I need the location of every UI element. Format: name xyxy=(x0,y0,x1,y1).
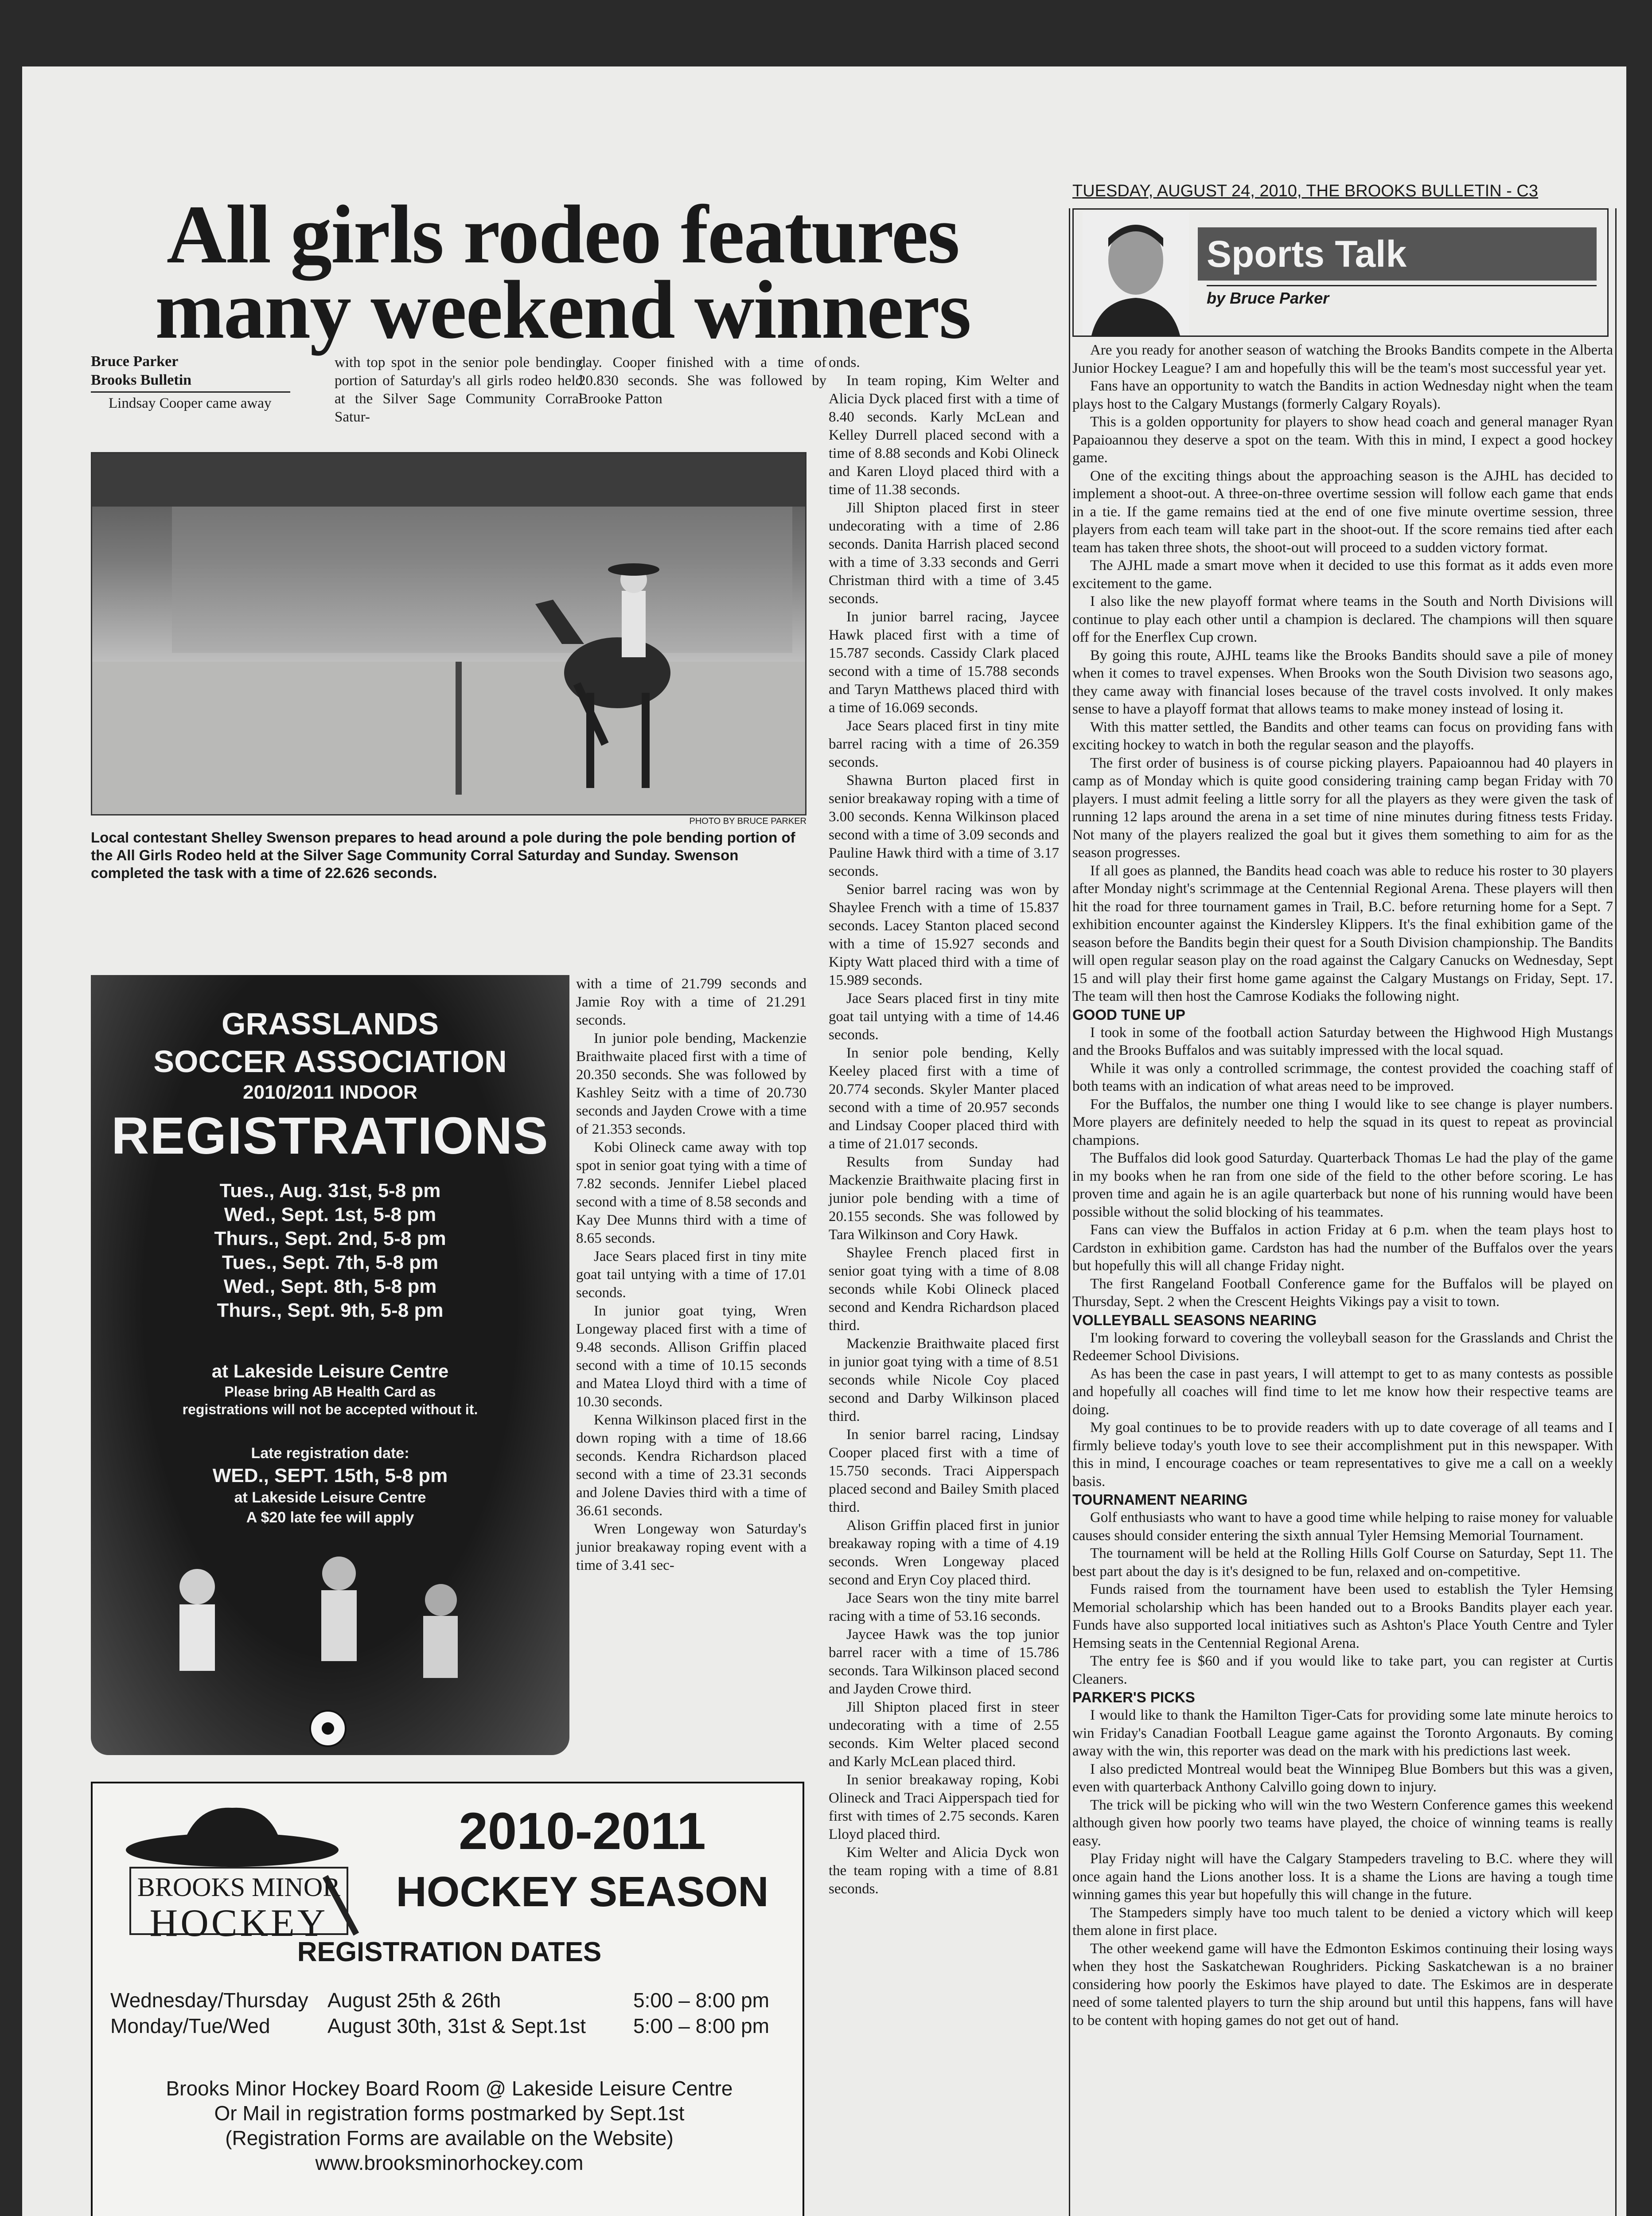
story-b-top: onds. xyxy=(829,355,860,371)
column-p4: One of the exciting things about the approaching season is the AJHL has decided to implement a shoot-out. A three-on-three overtime session will follow each game that ends in a tie. If the game remains tied at the end of one five minute overtime session, three players from each team will take part in the shoot-out. If the score remains tied after each team has taken three shots, the shoot-out will proceed to a sudden victory format. xyxy=(1072,468,1613,556)
soccer-note-1: Please bring AB Health Card as xyxy=(224,1384,436,1400)
story-a-p4: Jace Sears placed first in tiny mite goat tail untying with a time of 17.01 seconds. xyxy=(576,1248,807,1301)
rodeo-photo xyxy=(91,452,807,815)
story-column-b xyxy=(829,354,1059,1898)
s1-p2: While it was only a controlled scrimmage, the contest provided the coaching staff of both teams with an indication of what areas need to be improved. xyxy=(1072,1060,1613,1094)
column-p7: By going this route, AJHL teams like the Brooks Bandits should save a pile of money when it comes to travel expenses. When Brooks won the South Division two seasons ago, they came away with financial loses because of the travel costs involved. It only makes sense to have a playoff format that allows teams to make money instead of losing it. xyxy=(1072,647,1613,717)
story-b-p7: Jace Sears placed first in tiny mite goat tail untying with a time of 14.46 seconds. xyxy=(829,991,1059,1043)
hockey-date-row-1 xyxy=(110,1987,802,2013)
s4-p5: The Stampeders simply have too much talent to be denied a victory which will keep them alone in first place. xyxy=(1072,1904,1613,1939)
section-heading-good-tune-up: GOOD TUNE UP xyxy=(1072,1006,1185,1023)
sports-talk-byline: by Bruce Parker xyxy=(1207,285,1597,308)
hockey-loc-3: (Registration Forms are available on the Website) xyxy=(225,2126,674,2150)
column-frame-right xyxy=(1615,208,1617,2216)
soccer-dates xyxy=(91,1179,569,1323)
hockey-date-rows xyxy=(110,1987,802,2039)
story-b-p16: Jill Shipton placed first in steer undecorating with a time of 2.55 seconds. Kim Welter placed second and Karly McLean placed third. xyxy=(829,1699,1059,1770)
hockey-row2-days: Monday/Tue/Wed xyxy=(110,2014,270,2037)
column-p1: Are you ready for another season of watching the Brooks Bandits compete in the Alberta Junior Hockey League? I am and hopefully this will be the team's most successful year yet. xyxy=(1072,342,1613,376)
story-b-p13: Alison Griffin placed first in junior breakaway roping with a time of 4.19 seconds. Wren Longeway placed second and Eryn Coy placed third. xyxy=(829,1518,1059,1588)
story-column-a xyxy=(576,975,807,1575)
sports-talk-body xyxy=(1072,341,1613,2029)
column-p10: If all goes as planned, the Bandits head coach was able to reduce his roster to 30 players after Monday night's scrimmage at the Centennial Regional Arena. These players will then hit the road for three tournament games in Trail, B.C. before returning home for a Sept. 7 exhibition encounter against the Kindersley Klippers. It's the final exhibition game of the season before the Bandits begin their quest for a South Division championship. The Bandits will open regular season play on the road against the Calgary Canucks on Wednesday, Sept 15 and will play their first home game against the Calgary Mustangs on Friday, Sept. 17. The team will then host the Camrose Kodiaks the following night. xyxy=(1072,862,1613,1004)
s1-p3: For the Buffalos, the number one thing I would like to see change is player numbers. More players are definitely needed to help the squad in its quest to repeat as provincial champions. xyxy=(1072,1096,1613,1148)
column-p2: Fans have an opportunity to watch the Bandits in action Wednesday night when the team plays host to the Calgary Mustangs (formerly Calgary Royals). xyxy=(1072,378,1613,412)
soccer-late-date: WED., SEPT. 15th, 5-8 pm xyxy=(212,1465,448,1486)
column-p3: This is a golden opportunity for players to show head coach and general manager Ryan Papaioannou they deserve a spot on the team. With this in mind, I expect a good hockey game. xyxy=(1072,414,1613,466)
hockey-registration-ad xyxy=(91,1782,804,2216)
s4-p6: The other weekend game will have the Edmonton Eskimos continuing their losing ways when they host the Saskatchewan Roughriders. Picking Saskatchewan is a no brainer considering how poorly the Eskimos have played to date. The Eskimos are in desperate need of some talented players to turn the ship around but until this happens, fans will have to be content with hoping games do not get out of hand. xyxy=(1072,1940,1613,2029)
story-b-p9: Results from Sunday had Mackenzie Braithwaite placing first in junior pole bending with a time of 20.155 seconds. She was followed by Tara Wilkinson and Cory Hawk. xyxy=(829,1154,1059,1243)
soccer-late-label: Late registration date: xyxy=(251,1445,409,1462)
hockey-season-label: HOCKEY SEASON xyxy=(396,1868,769,1916)
byline-paper: Brooks Bulletin xyxy=(91,372,192,388)
s4-p2: I also predicted Montreal would beat the Winnipeg Blue Bombers but this was a given, even with quarterback Anthony Calvillo going down to injury. xyxy=(1072,1761,1613,1795)
story-b-p17: In senior breakaway roping, Kobi Olineck and Traci Aipperspach tied for first with times of 2.75 seconds. Karen Lloyd placed third. xyxy=(829,1772,1059,1842)
soccer-date-2: Wed., Sept. 1st, 5-8 pm xyxy=(224,1204,436,1225)
hockey-row1-days: Wednesday/Thursday xyxy=(110,1989,308,2012)
story-b-p3: In junior barrel racing, Jaycee Hawk placed first with a time of 15.787 seconds. Cassidy Clark placed second with a time of 15.788 seconds and Taryn Matthews placed third with a time of 16.069 seconds. xyxy=(829,609,1059,716)
s4-p1: I would like to thank the Hamilton Tiger-Cats for providing some late minute heroics to win Friday's Canadian Football League game against the Toronto Argonauts. By coming away with the win, this reporter was dead on the mark with his predictions last week. xyxy=(1072,1707,1613,1759)
story-b-p4: Jace Sears placed first in tiny mite barrel racing with a time of 26.359 seconds. xyxy=(829,718,1059,770)
horse-and-rider-icon xyxy=(92,453,806,815)
soccer-note-2: registrations will not be accepted without it. xyxy=(182,1401,478,1417)
story-col2-top: with top spot in the senior pole bending portion of Saturday's all girls rodeo held at the Silver Sage Community Corral Satur- xyxy=(335,355,583,425)
sports-talk-title: Sports Talk xyxy=(1198,227,1597,281)
column-p6: I also like the new playoff format where teams in the South and North Divisions will continue to play each other until a champion is declared. The champions will then square off for the Enerflex Cup crown. xyxy=(1072,593,1613,645)
story-b-p6: Senior barrel racing was won by Shaylee French with a time of 15.837 seconds. Lacey Stanton placed second with a time of 15.927 seconds and Kipty Watt placed third with a time of 15.989 seconds. xyxy=(829,882,1059,988)
hockey-row2-time: 5:00 – 8:00 pm xyxy=(633,2014,769,2037)
story-b-p15: Jaycee Hawk was the top junior barrel racer with a time of 15.786 seconds. Tara Wilkinson placed second and Jayden Crowe third. xyxy=(829,1627,1059,1697)
hockey-logo-top: BROOKS MINOR xyxy=(137,1873,341,1902)
photo-caption: Local contestant Shelley Swenson prepares to head around a pole during the pole bending portion of the All Girls Rodeo held at the Silver Sage Community Corral Saturday and Sunday. Swenson completed the task with a time of 22.626 seconds. xyxy=(91,829,795,881)
soccer-date-5: Wed., Sept. 8th, 5-8 pm xyxy=(223,1276,437,1297)
s3-p4: The entry fee is $60 and if you would like to take part, you can register at Curtis Cleaners. xyxy=(1072,1653,1613,1687)
soccer-venue: at Lakeside Leisure Centre xyxy=(211,1361,449,1381)
story-lead: Lindsay Cooper came away xyxy=(109,395,272,411)
column-p9: The first order of business is of course picking players. Papaioannou had 40 players in camp as of Monday which is quite good considering training camp began Friday with 70 players. I must admit feeling a little sorry for all the players as they were given the task of running 12 laps around the arena in a set time of nine minutes during fitness tests Friday. Not many of the players realized the goal but it gives them something to aim for as the season progresses. xyxy=(1072,755,1613,861)
s2-p3: My goal continues to be to provide readers with up to date coverage of all teams and I firmly believe today's youth love to see their accomplishment put in this newspaper. With this in mind, I encourage coaches or team representatives to give me a call on a weekly basis. xyxy=(1072,1420,1613,1490)
section-heading-parkers-picks: PARKER'S PICKS xyxy=(1072,1689,1195,1705)
hockey-date-row-2 xyxy=(110,2013,802,2039)
byline-name: Bruce Parker xyxy=(91,353,179,370)
hockey-logo-bottom: HOCKEY xyxy=(149,1902,328,1945)
hockey-website-link[interactable]: www.brooksminorhockey.com xyxy=(315,2151,584,2174)
s3-p3: Funds raised from the tournament have been used to establish the Tyler Hemsing Memorial scholarship which has been handed out to a Brooks Bandits player each year. Funds have also supported local initiatives such as Ashton's Place Youth Centre and Tyler Hemsing seats in the Centennial Regional Arena. xyxy=(1072,1581,1613,1651)
column-p8: With this matter settled, the Bandits and other teams can focus on providing fans with exciting hockey to watch in both the regular season and the playoffs. xyxy=(1072,719,1613,753)
s4-p4: Play Friday night will have the Calgary Stampeders traveling to B.C. where they will once again hand the Lions another loss. It is a shame the Lions are having a tough time winning games this year but hopefully this will change in the future. xyxy=(1072,1851,1613,1903)
s1-p5: Fans can view the Buffalos in action Friday at 6 p.m. when the team plays host to Cardston in exhibition game. Cardston has had the number of the Buffalos over the years but hopefully this will all change Friday night. xyxy=(1072,1222,1613,1274)
hockey-season-year: 2010-2011 xyxy=(459,1802,706,1861)
soccer-registration-ad xyxy=(91,975,569,1755)
s1-p4: The Buffalos did look good Saturday. Quarterback Thomas Le had the play of the game in my books when he ran from one side of the field to the other before scoring. Le has proven time and again he is an agile quarterback but none of his running would have been possible without the solid blocking of his teammates. xyxy=(1072,1150,1613,1220)
story-a-p3: Kobi Olineck came away with top spot in senior goat tying with a time of 7.82 seconds. Jennifer Liebel placed second with a time of 8.58 seconds and Kay Dee Munns third with a time of 8.65 seconds. xyxy=(576,1139,807,1246)
story-b-p10: Shaylee French placed first in senior goat tying with a time of 8.08 seconds while Kobi Olineck placed second and Kendra Richardson placed third. xyxy=(829,1245,1059,1334)
s3-p2: The tournament will be held at the Rolling Hills Golf Course on Saturday, Sept 11. The best part about the day is it's designed to be fun, relaxed and on-competitive. xyxy=(1072,1545,1613,1580)
hockey-row2-dates: August 30th, 31st & Sept.1st xyxy=(327,2014,586,2037)
page-folio: TUESDAY, AUGUST 24, 2010, THE BROOKS BULLETIN - C3 xyxy=(1072,182,1539,200)
story-b-p14: Jace Sears won the tiny mite barrel racing with a time of 53.16 seconds. xyxy=(829,1590,1059,1624)
soccer-season: 2010/2011 INDOOR xyxy=(243,1081,417,1103)
soccer-late-fee: A $20 late fee will apply xyxy=(246,1509,414,1526)
story-headline-line-1: All girls rodeo features xyxy=(166,188,959,281)
soccer-players-icon xyxy=(91,1533,569,1755)
hockey-subtitle: REGISTRATION DATES xyxy=(297,1937,602,1967)
sports-talk-header xyxy=(1072,208,1609,337)
soccer-late-venue: at Lakeside Leisure Centre xyxy=(234,1489,426,1506)
story-a-p1: with a time of 21.799 seconds and Jamie Roy with a time of 21.291 seconds. xyxy=(576,976,807,1028)
s1-p1: I took in some of the football action Saturday between the Highwood High Mustangs and the Brooks Buffalos and was suitably impressed with the local squad. xyxy=(1072,1024,1613,1058)
hockey-row1-dates: August 25th & 26th xyxy=(327,1989,501,2012)
section-heading-tournament: TOURNAMENT NEARING xyxy=(1072,1491,1248,1508)
hockey-loc-2: Or Mail in registration forms postmarked by Sept.1st xyxy=(214,2102,685,2125)
story-b-p8: In senior pole bending, Kelly Keeley placed first with a time of 20.774 seconds. Skyler Manter placed second with a time of 20.957 seconds and Lindsay Cooper placed third with a time of 21.017 seconds. xyxy=(829,1045,1059,1152)
soccer-title-1: GRASSLANDS xyxy=(221,1007,439,1041)
hockey-loc-1: Brooks Minor Hockey Board Room @ Lakeside Leisure Centre xyxy=(166,2077,733,2100)
column-frame-left xyxy=(1069,208,1070,2216)
story-a-p7: Wren Longeway won Saturday's junior breakaway roping event with a time of 3.41 sec- xyxy=(576,1521,807,1573)
story-a-p5: In junior goat tying, Wren Longeway placed first with a time of 9.48 seconds. Allison Griffin placed second with a time of 10.15 seconds and Matea Lloyd third with a time of 10.30 seconds. xyxy=(576,1303,807,1410)
s2-p1: I'm looking forward to covering the volleyball season for the Grasslands and Christ the Redeemer School Divisions. xyxy=(1072,1330,1613,1364)
soccer-date-1: Tues., Aug. 31st, 5-8 pm xyxy=(219,1180,441,1202)
newspaper-page xyxy=(22,66,1626,2216)
s4-p3: The trick will be picking who will win the two Western Conference games this weekend although given how poorly two teams have played, the choice of winning teams is really easy. xyxy=(1072,1797,1613,1849)
story-a-p2: In junior pole bending, Mackenzie Braithwaite placed first with a time of 20.350 seconds. She was followed by Kashley Seitz with a time of 20.730 seconds and Jayden Crowe with a time of 21.353 seconds. xyxy=(576,1030,807,1137)
column-p5: The AJHL made a smart move when it decided to use this format as it adds even more excitement to the game. xyxy=(1072,558,1613,592)
byline-rule xyxy=(91,391,290,393)
s3-p1: Golf enthusiasts who want to have a good time while helping to raise money for valuable causes should consider entering the sixth annual Tyler Hemsing Memorial Tournament. xyxy=(1072,1510,1613,1544)
section-heading-volleyball: VOLLEYBALL SEASONS NEARING xyxy=(1072,1311,1317,1328)
story-b-p5: Shawna Burton placed first in senior breakaway roping with a time of 3.00 seconds. Kenna Wilkinson placed second with a time of 3.09 seconds and Pauline Hawk third with a time of 3.17 seconds. xyxy=(829,772,1059,879)
story-b-p1: In team roping, Kim Welter and Alicia Dyck placed first with a time of 8.40 seconds. Karly McLean and Kelley Durrell placed second with a time of 8.88 seconds and Kobi Olineck and Karen Lloyd placed third with a time of 11.38 seconds. xyxy=(829,373,1059,498)
story-headline-line-2: many weekend winners xyxy=(155,263,971,356)
soccer-date-3: Thurs., Sept. 2nd, 5-8 pm xyxy=(214,1228,446,1249)
columnist-portrait-icon xyxy=(1083,211,1189,336)
s2-p2: As has been the case in past years, I will attempt to get to as many contests as possible and hopefully all coaches will find time to let me know how their respective teams are doing. xyxy=(1072,1365,1613,1418)
story-b-p11: Mackenzie Braithwaite placed first in junior goat tying with a time of 8.51 seconds while Nicole Coy placed second and Darby Wilkinson placed third. xyxy=(829,1336,1059,1424)
soccer-title-2: SOCCER ASSOCIATION xyxy=(153,1044,507,1079)
hockey-row1-time: 5:00 – 8:00 pm xyxy=(633,1989,769,2012)
soccer-date-6: Thurs., Sept. 9th, 5-8 pm xyxy=(217,1299,444,1321)
s1-p6: The first Rangeland Football Conference game for the Buffalos will be played on Thursday, Sept. 2 when the Crescent Heights Vikings pay a visit to town. xyxy=(1072,1276,1613,1310)
story-b-p18: Kim Welter and Alicia Dyck won the team roping with a time of 8.81 seconds. xyxy=(829,1845,1059,1897)
hockey-location-block xyxy=(93,2076,806,2175)
soccer-headline: REGISTRATIONS xyxy=(111,1107,549,1165)
story-b-p2: Jill Shipton placed first in steer undecorating with a time of 2.86 seconds. Danita Harrish placed second with a time of 3.33 seconds and Gerri Christman third with a time of 3.45 seconds. xyxy=(829,500,1059,607)
soccer-date-4: Tues., Sept. 7th, 5-8 pm xyxy=(222,1252,439,1273)
story-col3-top: day. Cooper finished with a time of 20.830 seconds. She was followed by Brooke Patton xyxy=(578,355,826,407)
photo-credit: PHOTO BY BRUCE PARKER xyxy=(689,816,807,826)
story-a-p6: Kenna Wilkinson placed first in the down roping with a time of 18.66 seconds. Kendra Richardson placed second with a time of 23.31 seconds and Jolene Davies third with a time of 36.61 seconds. xyxy=(576,1412,807,1519)
story-b-p12: In senior barrel racing, Lindsay Cooper placed first with a time of 15.750 seconds. Traci Aipperspach placed second and Bailey Smith placed third. xyxy=(829,1427,1059,1515)
